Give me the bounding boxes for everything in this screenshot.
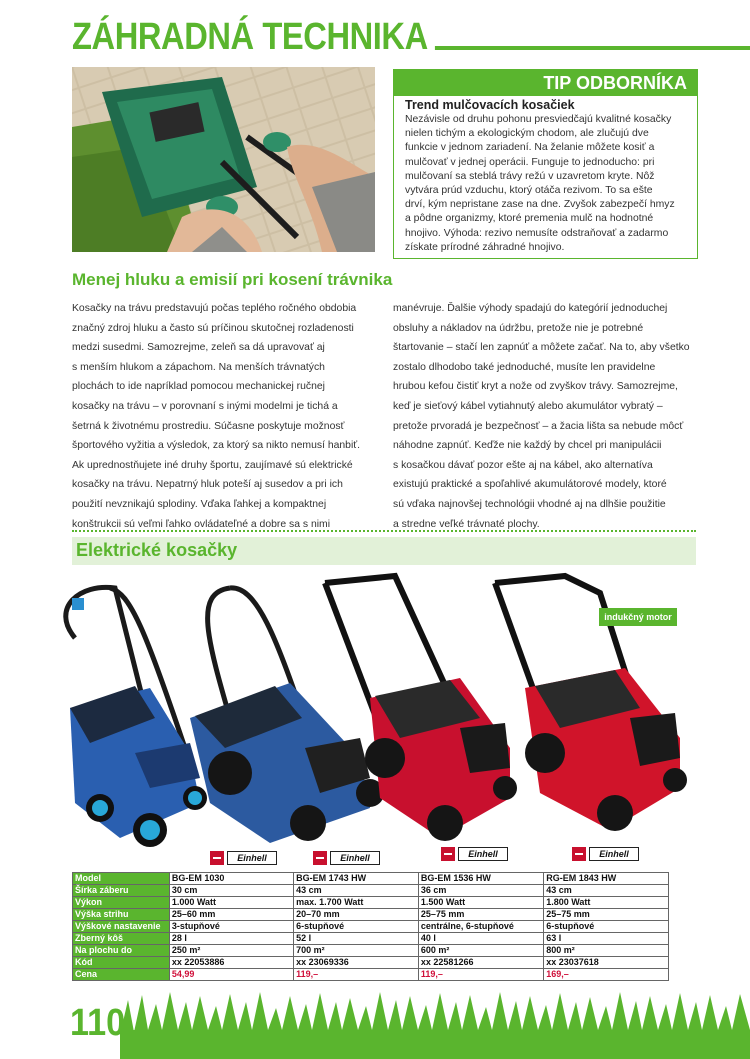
table-cell: 25–75 mm	[418, 909, 543, 921]
row-label: Výška strihu	[73, 909, 170, 921]
table-cell: 700 m²	[294, 945, 419, 957]
row-label: Model	[73, 873, 170, 885]
expert-tip-box	[393, 69, 698, 259]
text-line: drví, kým nepristane zase na dne. Zvyšok zabezpečí hmyz	[405, 199, 675, 211]
price-cell: 54,99	[169, 969, 293, 981]
text-line: obsluhy a nákladov na údržbu, pretože nie je potrebné	[393, 322, 644, 334]
table-cell: 43 cm	[294, 885, 419, 897]
table-cell: 1.000 Watt	[169, 897, 293, 909]
table-cell: BG-EM 1743 HW	[294, 873, 419, 885]
article-column-left	[72, 299, 374, 534]
text-line: mulčovať v jednej operácii. Funguje to jednoducho: pri	[405, 156, 655, 168]
einhell-logo-square	[313, 851, 327, 865]
text-line: sú vďaka najnovšej technológii vhodné aj na dlhšie použitie	[393, 498, 666, 510]
text-line: plochách to ide napríklad pomocou mechanickej ručnej	[72, 381, 325, 393]
text-line: medzi susedmi. Samozrejme, zeleň sa dá upravovať aj	[72, 342, 325, 354]
einhell-logo-square	[210, 851, 224, 865]
table-cell: 28 l	[169, 933, 293, 945]
table-cell: 1.500 Watt	[418, 897, 543, 909]
section-bar	[72, 537, 696, 565]
text-line: zostalo dlhodobo také jednoduché, musíte len pravidelne	[393, 361, 656, 373]
text-line: konštrukcii sú veľmi ľahko ovládateľné a dobre sa s nimi	[72, 518, 331, 530]
text-line: hnojivo. Výhoda: rezivo nemusíte odstraňovať a zadarmo	[405, 227, 669, 239]
text-line: manévruje. Ďalšie výhody spadajú do kategórií jednoduchej	[393, 303, 668, 314]
page-title: ZÁHRADNÁ TECHNIKA	[72, 18, 435, 56]
mower-photo	[72, 67, 375, 252]
section-title: Elektrické kosačky	[76, 540, 238, 560]
table-cell: 40 l	[418, 933, 543, 945]
text-line: získate prírodné záhradné hnojivo.	[405, 241, 565, 253]
table-cell: 63 l	[544, 933, 669, 945]
table-cell: max. 1.700 Watt	[294, 897, 419, 909]
table-cell: 25–75 mm	[544, 909, 669, 921]
table-cell: BG-EM 1030	[169, 873, 293, 885]
text-line: nielen tichým a ekologickým chodom, ale zlučujú dve	[405, 128, 649, 140]
table-cell: RG-EM 1843 HW	[544, 873, 669, 885]
mower-bg-em-1743-hw-image	[190, 588, 384, 843]
einhell-logo	[210, 851, 280, 865]
table-cell: xx 22053886	[169, 957, 293, 969]
text-line: existujú praktické a spoľahlivé akumulátorové modely, ktoré	[393, 479, 667, 491]
einhell-logo-text: Einhell	[458, 847, 508, 861]
expert-tip-heading: TIP ODBORNÍKA	[394, 70, 697, 96]
einhell-logo-text: Einhell	[589, 847, 639, 861]
text-line: a stredne veľké trávnaté plochy.	[393, 518, 540, 530]
mower-bg-em-1030-image	[66, 587, 207, 847]
table-cell: xx 23069336	[294, 957, 419, 969]
table-row	[73, 945, 669, 957]
text-line: funkcie v jednom zariadení. Na želanie môžete kosiť a	[405, 142, 655, 154]
table-row-price	[73, 969, 669, 981]
page-header	[72, 16, 750, 58]
article-heading: Menej hluku a emisií pri kosení trávnika	[72, 270, 393, 289]
text-line: značný zdroj hluku a často sú príčinou skutočnej rozladenosti	[72, 322, 354, 334]
table-cell: 43 cm	[544, 885, 669, 897]
text-line: Ak uprednostňujete iné druhy športu, zaujímavé sú elektrické	[72, 459, 353, 471]
einhell-logo-square	[441, 847, 455, 861]
grass-decoration	[120, 990, 750, 1059]
einhell-logo	[441, 847, 511, 861]
text-line: kosačky na trávu – v porovnaní s inými modelmi je tichá a	[72, 400, 338, 412]
row-label: Na plochu do	[73, 945, 170, 957]
table-cell: xx 23037618	[544, 957, 669, 969]
text-line: s kosačkou dávať pozor ešte aj na kábel, ako alternatíva	[393, 459, 653, 471]
einhell-logo	[572, 847, 642, 861]
text-line: s menším hlukom a zápachom. Na menších trávnatých	[72, 361, 325, 373]
row-label: Cena	[73, 969, 170, 981]
table-cell: BG-EM 1536 HW	[418, 873, 543, 885]
table-row	[73, 909, 669, 921]
text-line: keď je sieťový kábel vytiahnutý alebo akumulátor vybratý –	[393, 400, 663, 412]
text-line: kosačky na trávu. Nepatrný hluk poteší aj susedov a pri ich	[72, 479, 343, 491]
table-cell: 1.800 Watt	[544, 897, 669, 909]
row-label: Zberný kôš	[73, 933, 170, 945]
price-cell: 169,–	[544, 969, 669, 981]
text-line: športového vyžitia a výsledok, za ktorý sa nikto nemusí hanbiť.	[72, 440, 361, 452]
table-cell: xx 22581266	[418, 957, 543, 969]
table-row	[73, 885, 669, 897]
text-line: hrubou kefou čistiť kryt a nože od zvyškov trávy. Samozrejme,	[393, 381, 678, 393]
page-number: 110	[70, 1002, 126, 1044]
row-label: Kód	[73, 957, 170, 969]
expert-tip-body	[405, 113, 690, 255]
induction-motor-badge: indukčný motor	[599, 608, 677, 626]
text-line: mulčovaní sa steblá trávy režú v uzavretom kryte. Nôž	[405, 170, 655, 182]
table-cell: 52 l	[294, 933, 419, 945]
text-line: použití nevznikajú splodiny. Vďaka ľahkej a kompaktnej	[72, 498, 327, 510]
einhell-logo-text: Einhell	[227, 851, 277, 865]
table-cell: centrálne, 6-stupňové	[418, 921, 543, 933]
expert-tip-title: Trend mulčovacích kosačiek	[405, 98, 575, 112]
price-cell: 119,–	[418, 969, 543, 981]
row-label: Šírka záberu	[73, 885, 170, 897]
text-line: šetrná k životnému prostrediu. Súčasne poskytuje možnosť	[72, 420, 345, 432]
text-line: Kosačky na trávu predstavujú počas teplého ročného obdobia	[72, 303, 357, 314]
dotted-divider	[72, 530, 696, 532]
text-line: štartovanie – stačí len zapnúť a môžete začať. Na to, aby všetko	[393, 342, 690, 354]
table-row	[73, 933, 669, 945]
table-row	[73, 897, 669, 909]
text-line: Nezávisle od druhu pohonu presviedčajú kvalitné kosačky	[405, 114, 672, 125]
text-line: náhodne zapnúť. Keďže nie každý by chcel pri manipulácii	[393, 440, 662, 452]
table-cell: 3-stupňové	[169, 921, 293, 933]
article-column-right	[393, 299, 695, 534]
einhell-logo-text: Einhell	[330, 851, 380, 865]
table-cell: 20–70 mm	[294, 909, 419, 921]
table-row	[73, 957, 669, 969]
text-line: vytvára prúd vzduchu, ktorý otáča rezivom. To sa ešte	[405, 185, 653, 197]
table-cell: 800 m²	[544, 945, 669, 957]
einhell-logo	[313, 851, 383, 865]
row-label: Výkon	[73, 897, 170, 909]
table-row	[73, 873, 669, 885]
table-row	[73, 921, 669, 933]
spec-table	[72, 872, 669, 981]
table-cell: 600 m²	[418, 945, 543, 957]
einhell-logo-square	[572, 847, 586, 861]
text-line: pretože prvoradá je bezpečnosť – a žacia lišta sa nebude môcť	[393, 420, 684, 432]
price-cell: 119,–	[294, 969, 419, 981]
table-cell: 6-stupňové	[544, 921, 669, 933]
text-line: a pôdne organizmy, ktoré premenia mulč na hodnotné	[405, 213, 654, 225]
table-cell: 25–60 mm	[169, 909, 293, 921]
mower-photo-illustration	[72, 67, 375, 252]
table-cell: 6-stupňové	[294, 921, 419, 933]
table-cell: 250 m²	[169, 945, 293, 957]
table-cell: 30 cm	[169, 885, 293, 897]
table-cell: 36 cm	[418, 885, 543, 897]
row-label: Výškové nastavenie	[73, 921, 170, 933]
